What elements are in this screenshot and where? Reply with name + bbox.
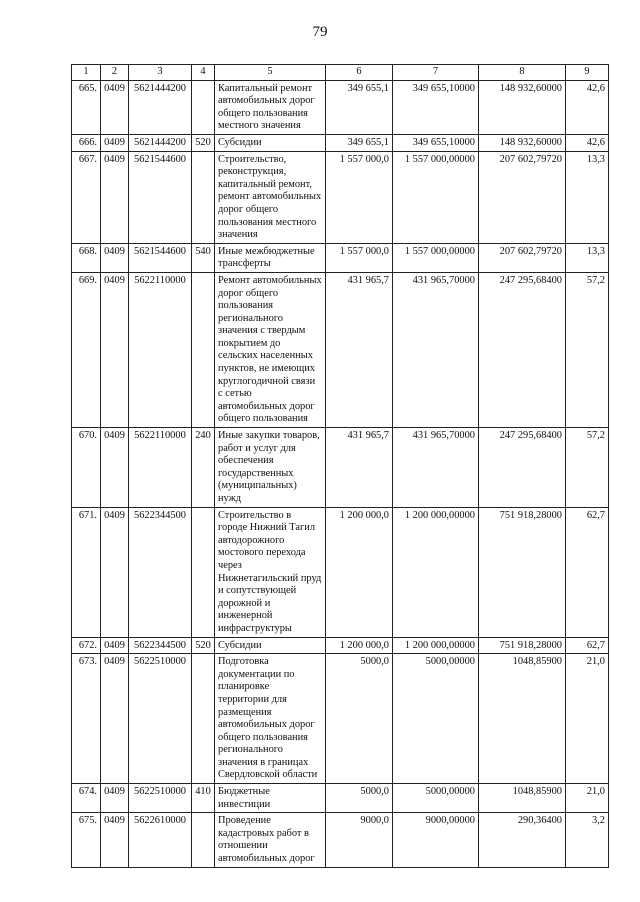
expense-type: [192, 654, 215, 784]
value-col-6: 5000,0: [326, 654, 393, 784]
value-col-8: 751 918,28000: [479, 637, 566, 654]
value-col-6: 349 655,1: [326, 134, 393, 151]
item-name: Иные межбюджетные трансферты: [215, 243, 326, 272]
target-code: 5622510000: [129, 784, 192, 813]
row-number: 667.: [72, 151, 101, 243]
value-col-7: 5000,00000: [393, 784, 479, 813]
item-name: Подготовка документации по планировке территории для размещения автомобильных дорог общего пользования регионального значения в границах Свердловской области: [215, 654, 326, 784]
value-col-8: 290,36400: [479, 813, 566, 867]
value-col-8: 247 295,68400: [479, 272, 566, 427]
table-row: [72, 637, 609, 654]
value-col-7: 1 200 000,00000: [393, 637, 479, 654]
table-row: [72, 80, 609, 134]
col-header-7: 7: [393, 65, 479, 81]
expense-type: [192, 272, 215, 427]
target-code: 5622344500: [129, 637, 192, 654]
value-col-6: 9000,0: [326, 813, 393, 867]
table-row: [72, 272, 609, 427]
table-row: [72, 813, 609, 867]
expense-type: 520: [192, 134, 215, 151]
section-code: 0409: [101, 243, 129, 272]
value-col-9: 57,2: [566, 428, 609, 508]
section-code: 0409: [101, 637, 129, 654]
item-name: Ремонт автомобильных дорог общего пользования регионального значения с твердым покрытием до сельских населенных пунктов, не имеющих круглогодичной связи с сетью автомобильных дорог общего пользования: [215, 272, 326, 427]
expense-type: 540: [192, 243, 215, 272]
expense-type: [192, 813, 215, 867]
value-col-7: 5000,00000: [393, 654, 479, 784]
section-code: 0409: [101, 134, 129, 151]
value-col-7: 349 655,10000: [393, 134, 479, 151]
value-col-9: 42,6: [566, 80, 609, 134]
target-code: 5622110000: [129, 428, 192, 508]
value-col-7: 1 557 000,00000: [393, 243, 479, 272]
value-col-8: 1048,85900: [479, 654, 566, 784]
value-col-9: 62,7: [566, 637, 609, 654]
row-number: 671.: [72, 507, 101, 637]
value-col-8: 148 932,60000: [479, 134, 566, 151]
section-code: 0409: [101, 654, 129, 784]
expense-type: 410: [192, 784, 215, 813]
target-code: 5621444200: [129, 80, 192, 134]
value-col-8: 148 932,60000: [479, 80, 566, 134]
col-header-1: 1: [72, 65, 101, 81]
item-name: Строительство в городе Нижний Тагил автодорожного мостового перехода через Нижнетагильский пруд и сопутствующей дорожной и инженерной инфраструктуры: [215, 507, 326, 637]
header-row: [72, 65, 609, 81]
col-header-9: 9: [566, 65, 609, 81]
row-number: 669.: [72, 272, 101, 427]
row-number: 666.: [72, 134, 101, 151]
value-col-9: 21,0: [566, 654, 609, 784]
budget-table: [71, 64, 609, 868]
page-number: 79: [312, 24, 328, 40]
expense-type: [192, 507, 215, 637]
col-header-6: 6: [326, 65, 393, 81]
value-col-6: 1 200 000,0: [326, 507, 393, 637]
value-col-6: 431 965,7: [326, 428, 393, 508]
item-name: Проведение кадастровых работ в отношении автомобильных дорог: [215, 813, 326, 867]
section-code: 0409: [101, 813, 129, 867]
target-code: 5621444200: [129, 134, 192, 151]
table-row: [72, 243, 609, 272]
section-code: 0409: [101, 428, 129, 508]
section-code: 0409: [101, 80, 129, 134]
target-code: 5621544600: [129, 243, 192, 272]
expense-type: [192, 80, 215, 134]
table-row: [72, 654, 609, 784]
row-number: 675.: [72, 813, 101, 867]
target-code: 5622110000: [129, 272, 192, 427]
col-header-2: 2: [101, 65, 129, 81]
target-code: 5622610000: [129, 813, 192, 867]
value-col-7: 9000,00000: [393, 813, 479, 867]
row-number: 665.: [72, 80, 101, 134]
value-col-7: 431 965,70000: [393, 272, 479, 427]
col-header-3: 3: [129, 65, 192, 81]
row-number: 674.: [72, 784, 101, 813]
value-col-6: 431 965,7: [326, 272, 393, 427]
row-number: 670.: [72, 428, 101, 508]
table-row: [72, 784, 609, 813]
value-col-6: 1 200 000,0: [326, 637, 393, 654]
value-col-9: 13,3: [566, 243, 609, 272]
value-col-9: 21,0: [566, 784, 609, 813]
expense-type: 240: [192, 428, 215, 508]
value-col-6: 1 557 000,0: [326, 151, 393, 243]
target-code: 5621544600: [129, 151, 192, 243]
row-number: 673.: [72, 654, 101, 784]
row-number: 672.: [72, 637, 101, 654]
value-col-9: 13,3: [566, 151, 609, 243]
target-code: 5622344500: [129, 507, 192, 637]
section-code: 0409: [101, 507, 129, 637]
section-code: 0409: [101, 272, 129, 427]
value-col-8: 207 602,79720: [479, 243, 566, 272]
value-col-6: 1 557 000,0: [326, 243, 393, 272]
item-name: Капитальный ремонт автомобильных дорог общего пользования местного значения: [215, 80, 326, 134]
table-row: [72, 151, 609, 243]
value-col-9: 62,7: [566, 507, 609, 637]
value-col-6: 349 655,1: [326, 80, 393, 134]
col-header-8: 8: [479, 65, 566, 81]
item-name: Субсидии: [215, 134, 326, 151]
col-header-4: 4: [192, 65, 215, 81]
item-name: Иные закупки товаров, работ и услуг для обеспечения государственных (муниципальных) нужд: [215, 428, 326, 508]
section-code: 0409: [101, 151, 129, 243]
value-col-8: 1048,85900: [479, 784, 566, 813]
expense-type: [192, 151, 215, 243]
row-number: 668.: [72, 243, 101, 272]
item-name: Бюджетные инвестиции: [215, 784, 326, 813]
value-col-9: 57,2: [566, 272, 609, 427]
table-row: [72, 134, 609, 151]
value-col-8: 751 918,28000: [479, 507, 566, 637]
value-col-8: 207 602,79720: [479, 151, 566, 243]
expense-type: 520: [192, 637, 215, 654]
col-header-5: 5: [215, 65, 326, 81]
value-col-7: 1 557 000,00000: [393, 151, 479, 243]
item-name: Строительство, реконструкция, капитальный ремонт, ремонт автомобильных дорог общего пользования местного значения: [215, 151, 326, 243]
target-code: 5622510000: [129, 654, 192, 784]
value-col-9: 42,6: [566, 134, 609, 151]
item-name: Субсидии: [215, 637, 326, 654]
section-code: 0409: [101, 784, 129, 813]
value-col-9: 3,2: [566, 813, 609, 867]
table-row: [72, 428, 609, 508]
value-col-7: 1 200 000,00000: [393, 507, 479, 637]
value-col-6: 5000,0: [326, 784, 393, 813]
value-col-8: 247 295,68400: [479, 428, 566, 508]
value-col-7: 349 655,10000: [393, 80, 479, 134]
value-col-7: 431 965,70000: [393, 428, 479, 508]
table-row: [72, 507, 609, 637]
